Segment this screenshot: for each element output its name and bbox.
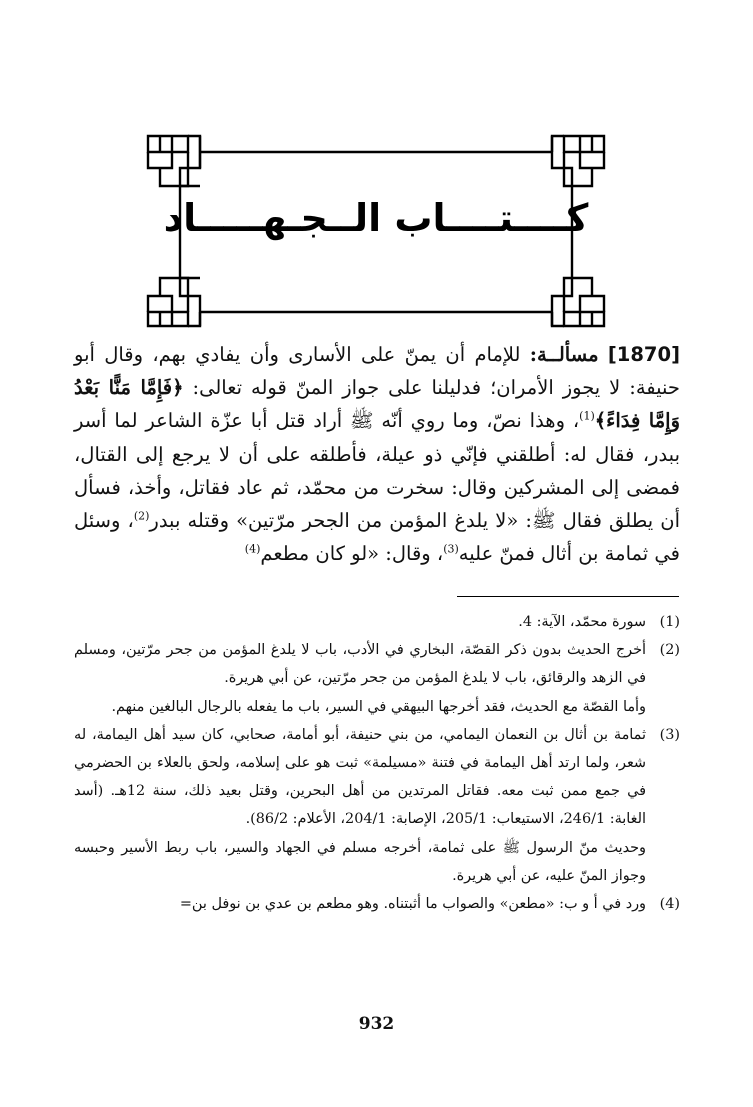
- footnote-3-continuation: وحديث منّ الرسول ﷺ على ثمامة، أخرجه مسلم في الجهاد والسير، باب ربط الأسير وحبسه وجواز المنّ عليه، عن أبي هريرة.: [74, 839, 646, 884]
- footnote-2: [74, 636, 680, 692]
- footnote-separator: [457, 596, 679, 597]
- issue-number: [1870]: [607, 343, 680, 366]
- footnote-ref-3[interactable]: (3): [443, 542, 459, 556]
- footnote-number: (4): [659, 896, 680, 913]
- masala-paragraph: [74, 338, 680, 570]
- issue-label: مسألــة:: [529, 343, 599, 366]
- book-title: كــــتــــاب الــجـهـــــاد: [163, 196, 589, 240]
- footnote-ref-2[interactable]: (2): [133, 509, 150, 523]
- footnote-number: (3): [659, 726, 680, 743]
- page-number: 932: [358, 1014, 395, 1034]
- quran-verse: ﴿فَإِمَّا مَنًّا بَعْدُ وَإِمَّا فِدَاءً﴾: [74, 376, 680, 433]
- footnote-4: [74, 890, 680, 918]
- footnote-text: سورة محمّد، الآية: 4.: [518, 614, 646, 630]
- footnote-2-continuation: وأما القصّة مع الحديث، فقد أخرجها البيهقي في السير، باب ما يفعله بالرجال البالغين منهم.: [111, 698, 646, 715]
- footnote-text: أخرج الحديث بدون ذكر القصّة، البخاري في الأدب، باب لا يلدغ المؤمن من جحر مرّتين، ومسلم في الزهد والرقائق، باب لا يلدغ المؤمن من جحر مرّتين، عن أبي هريرة.: [74, 642, 646, 687]
- text-part-4: ، وقال: «لو كان مطعم: [260, 542, 444, 566]
- footnote-3: [74, 721, 680, 834]
- footnote-ref-4[interactable]: (4): [244, 542, 261, 556]
- footnote-text: ورد في أ و ب: «مطعن» والصواب ما أثبتناه. وهو مطعم بن عدي بن نوفل بن=: [179, 896, 646, 913]
- footnote-1: [74, 608, 680, 636]
- footnotes: [74, 608, 680, 918]
- footnote-number: (1): [659, 614, 680, 630]
- text-part-1: للإمام أن يمنّ على الأسارى وأن يفادي بهم، وقال أبو حنيفة: لا يجوز الأمران؛ فدليلنا على جواز المنّ قوله تعالى:: [74, 343, 680, 400]
- text-part-2: ، وهذا نصّ، وما روي أنّه ﷺ أراد قتل أبا عزّة الشاعر لما أسر ببدر، فقال له: أطلقني فإنّي ذو عيلة، فأطلقه على أن لا يرجع إلى القتال، فمضى إلى المشركين وقال: سخرت من محمّد، ثم عاد فقاتل، وأخذ، فسأل أن يطلق فقال ﷺ: «لا يلدغ المؤمن من الجحر مرّتين» وقتله ببدر: [74, 409, 680, 533]
- footnote-text: ثمامة بن أثال بن النعمان اليمامي، من بني حنيفة، أبو أمامة، صحابي، كان سيد أهل اليمامة، له شعر، ولما ارتد أهل اليمامة في فتنة «مسيلمة» ثبت هو على إسلامه، ولحق بالعلاء بن الحضرمي في جمع ممن ثبت معه. فقاتل المرتدين من أهل البحرين، وقتل بعيد ذلك، سنة 12هـ. (أسد الغابة: 246/1، الاستيعاب: 205/1، الإصابة: 204/1، الأعلام: 86/2).: [74, 726, 646, 828]
- title-frame: [140, 128, 612, 334]
- text-part-3: ، وسئل في ثمامة بن أثال فمنّ عليه: [74, 509, 680, 566]
- footnote-ref-1[interactable]: (1): [579, 409, 595, 423]
- footnote-number: (2): [659, 642, 680, 659]
- main-text: [74, 338, 680, 570]
